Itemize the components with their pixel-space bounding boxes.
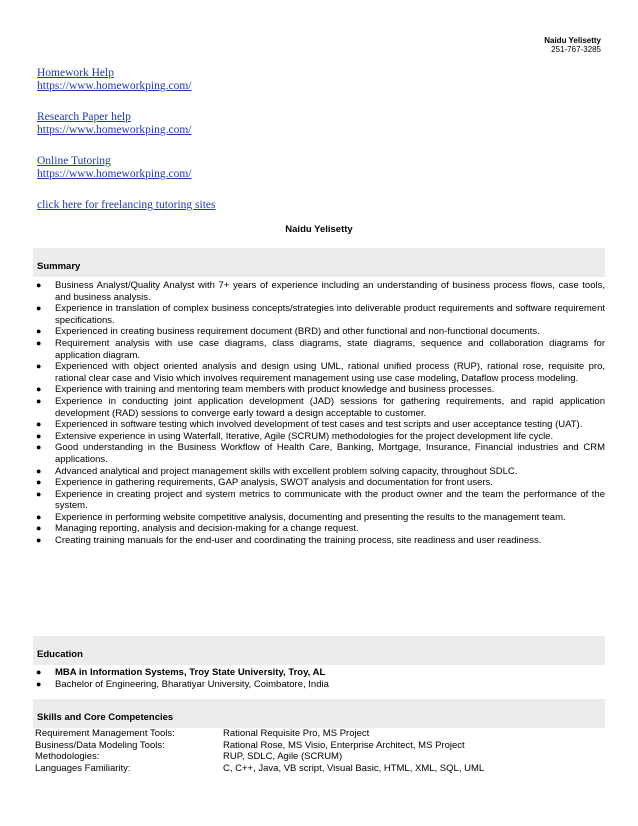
bullet-icon: ●	[36, 667, 42, 677]
bullet-icon: ●	[36, 337, 42, 348]
skills-section	[33, 699, 605, 774]
skills-heading: Skills and Core Competencies	[33, 699, 605, 728]
skill-value: Rational Requisite Pro, MS Project	[223, 728, 370, 739]
summary-section	[33, 248, 605, 547]
research-paper-url[interactable]: https://www.homeworkping.com/	[37, 124, 192, 136]
summary-list	[33, 280, 605, 547]
link-group	[37, 67, 216, 93]
skill-label: Methodologies:	[35, 751, 100, 763]
contact-header	[544, 36, 601, 54]
skill-value: RUP, SDLC, Agile (SCRUM)	[223, 751, 343, 763]
homework-help-url[interactable]: https://www.homeworkping.com/	[37, 80, 192, 92]
list-item: ● Managing reporting, analysis and decision-making for a change request.	[36, 523, 359, 535]
bullet-icon: ●	[36, 535, 42, 546]
bullet-icon: ●	[36, 488, 42, 499]
skill-label: Requirement Management Tools:	[35, 728, 175, 739]
header-phone: 251-767-3285	[551, 45, 601, 54]
bullet-icon: ●	[36, 419, 42, 430]
list-item: ● Good understanding in the Business Workflow of Health Care, Banking, Mortgage, Insurance, Financial industries and CRM applications.	[36, 442, 605, 465]
list-item: ● Experience with training and mentoring team members with product knowledge and business processes.	[36, 384, 495, 396]
promo-links	[37, 67, 216, 212]
bullet-icon: ●	[36, 511, 42, 522]
list-item: ● Experience in translation of complex business concepts/strategies into deliverable product requirements and software requirement specifications.	[36, 303, 605, 326]
freelance-tutoring-link[interactable]: click here for freelancing tutoring sites	[37, 199, 216, 211]
list-item: ● Experienced in software testing which involved development of test cases and test scripts and user acceptance testing (UAT).	[36, 419, 583, 431]
bullet-icon: ●	[36, 384, 42, 395]
list-item: ● Experienced in creating business requirement document (BRD) and other functional and non-functional documents.	[36, 326, 540, 338]
skill-value: Rational Rose, MS Visio, Enterprise Architect, MS Project	[223, 739, 465, 751]
list-item: ● Experience in creating project and system metrics to communicate with the product owner and the team the performance of the system.	[36, 488, 605, 512]
list-item: ● Extensive experience in using Waterfall, Iterative, Agile (SCRUM) methodologies for the project development life cycle.	[36, 430, 554, 442]
list-item: ● Requirement analysis with use case diagrams, class diagrams, state diagrams, sequence and collaboration diagrams for application diagram.	[36, 337, 605, 361]
bullet-icon: ●	[36, 465, 42, 476]
header-name: Naidu Yelisetty	[544, 36, 601, 45]
homework-help-link[interactable]: Homework Help	[37, 67, 114, 79]
resume-title-name: Naidu Yelisetty	[285, 224, 353, 235]
education-list	[33, 667, 605, 690]
education-heading: Education	[33, 636, 605, 665]
list-item: ● Creating training manuals for the end-user and coordinating the training process, site readiness and user readiness.	[36, 535, 542, 547]
list-item: ● Bachelor of Engineering, Bharatiyar University, Coimbatore, India	[36, 678, 329, 690]
list-item: ● Experience in gathering requirements, GAP analysis, SWOT analysis and documentation for front users.	[36, 477, 493, 489]
research-paper-link[interactable]: Research Paper help	[37, 111, 131, 123]
list-item: ● Experienced with object oriented analysis and design using UML, rational unified process (RUP), rational rose, requisite pro, rational clear case and Visio which involves requirement management using use case modeling, Dataflow process modeling.	[36, 361, 605, 384]
bullet-icon: ●	[36, 678, 42, 689]
list-item: ● MBA in Information Systems, Troy State University, Troy, AL	[36, 667, 326, 678]
bullet-icon: ●	[36, 442, 42, 453]
list-item: ● Business Analyst/Quality Analyst with 7+ years of experience including an understanding of business process flows, case tools, and business analysis.	[36, 280, 605, 303]
bullet-icon: ●	[36, 303, 42, 314]
list-item: ● Experience in performing website competitive analysis, documenting and presenting the results to the management team.	[36, 511, 566, 523]
bullet-icon: ●	[36, 326, 42, 337]
bullet-icon: ●	[36, 280, 42, 290]
skill-label: Business/Data Modeling Tools:	[35, 739, 165, 751]
online-tutoring-link[interactable]: Online Tutoring	[37, 155, 111, 167]
bullet-icon: ●	[36, 523, 42, 534]
list-item: ● Advanced analytical and project management skills with excellent problem solving capacity, throughout SDLC.	[36, 465, 518, 477]
link-group	[37, 111, 216, 137]
skills-table	[33, 728, 605, 774]
skill-label: Languages Familiarity:	[35, 762, 131, 774]
education-section	[33, 636, 605, 690]
skill-value: C, C++, Java, VB script, Visual Basic, HTML, XML, SQL, UML	[223, 762, 485, 774]
online-tutoring-url[interactable]: https://www.homeworkping.com/	[37, 168, 192, 180]
bullet-icon: ●	[36, 430, 42, 441]
list-item: ● Experience in conducting joint application development (JAD) sessions for gathering requirements, and rapid application development (RAD) sessions to converge early toward a design acceptable to customer.	[36, 395, 605, 419]
summary-heading: Summary	[33, 248, 605, 277]
bullet-icon: ●	[36, 395, 42, 406]
bullet-icon: ●	[36, 361, 42, 372]
link-group	[37, 155, 216, 181]
bullet-icon: ●	[36, 477, 42, 488]
